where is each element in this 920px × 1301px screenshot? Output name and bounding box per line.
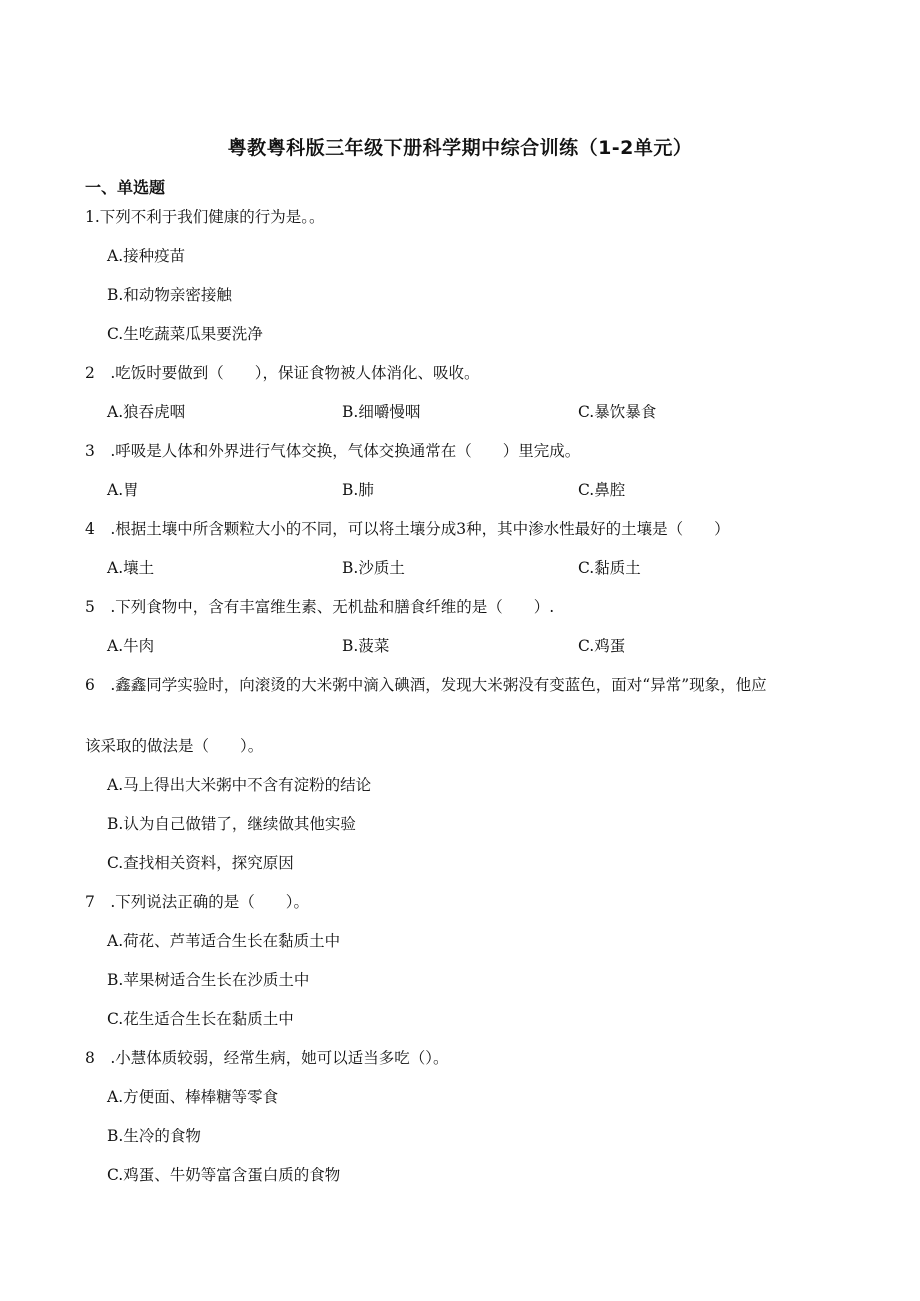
question-5-stem: 5 .下列食物中，含有丰富维生素、无机盐和膳食纤维的是（ ）. xyxy=(85,598,555,616)
question-3-option-a: A.胃 xyxy=(107,481,139,499)
question-6-stem-line-1: 6 .鑫鑫同学实验时，向滚烫的大米粥中滴入碘酒，发现大米粥没有变蓝色，面对“异常”现象，他应 xyxy=(85,676,767,694)
question-7-option-a: A.荷花、芦苇适合生长在黏质土中 xyxy=(107,932,341,950)
question-1-option-a: A.接种疫苗 xyxy=(107,247,186,265)
question-1-option-b: B.和动物亲密接触 xyxy=(107,286,232,304)
question-4-option-c: C.黏质土 xyxy=(578,559,641,577)
question-7-option-c: C.花生适合生长在黏质土中 xyxy=(107,1010,294,1028)
question-5-option-b: B.菠菜 xyxy=(342,637,390,655)
question-7-option-b: B.苹果树适合生长在沙质土中 xyxy=(107,971,310,989)
question-3-stem: 3 .呼吸是人体和外界进行气体交换，气体交换通常在（ ）里完成。 xyxy=(85,442,581,460)
question-4-option-a: A.壤土 xyxy=(107,559,155,577)
question-5-option-c: C.鸡蛋 xyxy=(578,637,626,655)
question-3-option-b: B.肺 xyxy=(342,481,374,499)
question-3-option-c: C.鼻腔 xyxy=(578,481,626,499)
question-6-option-a: A.马上得出大米粥中不含有淀粉的结论 xyxy=(107,776,372,794)
question-7-stem: 7 .下列说法正确的是（ ）。 xyxy=(85,893,310,911)
question-6-option-c: C.查找相关资料，探究原因 xyxy=(107,854,294,872)
question-2-option-b: B.细嚼慢咽 xyxy=(342,403,421,421)
question-8-option-b: B.生冷的食物 xyxy=(107,1127,201,1145)
question-1-stem: 1.下列不利于我们健康的行为是。。 xyxy=(85,208,325,226)
question-6-stem-line-2: 该采取的做法是（ ）。 xyxy=(85,737,264,755)
question-6-option-b: B.认为自己做错了，继续做其他实验 xyxy=(107,815,356,833)
question-8-stem: 8 .小慧体质较弱，经常生病，她可以适当多吃（）。 xyxy=(85,1049,449,1067)
question-5-option-a: A.牛肉 xyxy=(107,637,155,655)
section-heading: 一、单选题 xyxy=(85,178,166,197)
page-title: 粤教粤科版三年级下册科学期中综合训练（1-2单元） xyxy=(227,137,693,159)
question-2-stem: 2 .吃饭时要做到（ ），保证食物被人体消化、吸收。 xyxy=(85,364,480,382)
question-4-stem: 4 .根据土壤中所含颗粒大小的不同，可以将土壤分成3种，其中渗水性最好的土壤是（ ） xyxy=(85,520,730,538)
question-4-option-b: B.沙质土 xyxy=(342,559,405,577)
question-2-option-c: C.暴饮暴食 xyxy=(578,403,657,421)
question-1-option-c: C.生吃蔬菜瓜果要洗净 xyxy=(107,325,263,343)
question-8-option-c: C.鸡蛋、牛奶等富含蛋白质的食物 xyxy=(107,1166,341,1184)
question-2-option-a: A.狼吞虎咽 xyxy=(107,403,186,421)
question-8-option-a: A.方便面、棒棒糖等零食 xyxy=(107,1088,279,1106)
